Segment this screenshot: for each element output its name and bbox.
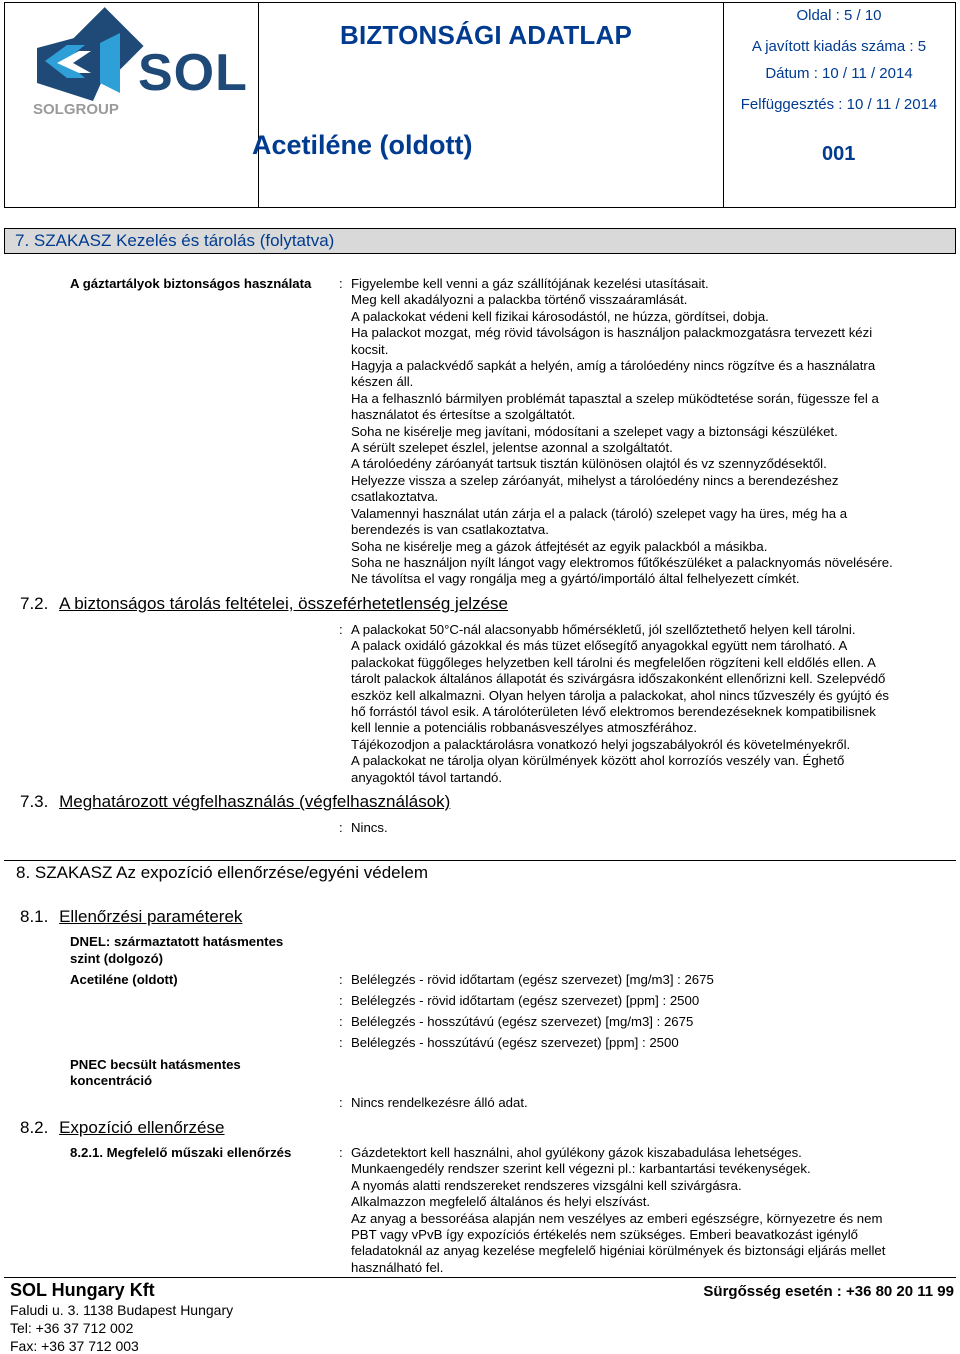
revision-number: A javított kiadás száma : 5 <box>751 38 927 55</box>
text-line: Meg kell akadályozni a palackba történő visszaáramlását. <box>351 292 688 308</box>
product-code: 001 <box>822 143 856 165</box>
section-7-2-heading <box>20 594 508 614</box>
product-name: Acetiléne (oldott) <box>252 130 473 160</box>
text-line: tárolt palackok általános állapotát és szivárgásra időszakonként ellenőrizni kell. Szelepvédő <box>351 671 886 687</box>
pnec-label: PNEC becsült hatásmentes <box>70 1057 241 1072</box>
substance-name: Acetiléne (oldott) <box>70 972 178 987</box>
section-title: Meghatározott végfelhasználás (végfelhasználások) <box>59 792 451 811</box>
section-number: 8.2. <box>20 1118 49 1137</box>
section-title: Ellenőrzési paraméterek <box>59 907 243 926</box>
dnel-value: Belélegzés - hosszútávú (egész szervezet) [mg/m3] : 2675 <box>351 1014 694 1029</box>
colon: : <box>339 1014 343 1029</box>
text-line: Tájékozodjon a palacktárolásra vonatkozó helyi jogszabályokról és követelményekről. <box>351 736 851 752</box>
revision-date: Dátum : 10 / 11 / 2014 <box>765 65 913 82</box>
footer-address: Faludi u. 3. 1138 Budapest Hungary <box>10 1302 234 1318</box>
text-line: Ha palackot mozgat, még rövid távolságon is használjon palackmozgatásra tervezett kézi <box>351 325 873 341</box>
footer-tel: Tel: +36 37 712 002 <box>10 1320 134 1336</box>
engineering-controls-label: 8.2.1. Megfelelő műszaki ellenőrzés <box>70 1145 292 1160</box>
text-line: csatlakoztatva. <box>351 489 439 505</box>
emergency-phone: Sürgősség esetén : +36 80 20 11 99 <box>703 1283 954 1300</box>
colon: : <box>339 820 343 835</box>
section-number: 8.1. <box>20 907 49 926</box>
text-line: Alkalmazzon megfelelő általános és helyi elszívást. <box>351 1194 651 1210</box>
text-line: hő forrástól távol esik. A tárolóterületen lévő elektromos berendezéseknek kompatibilisnek <box>351 704 876 720</box>
colon: : <box>339 1095 343 1110</box>
company-logo <box>5 3 258 206</box>
colon: : <box>339 276 343 291</box>
text-line: A palackokat védeni kell fizikai károsodástól, ne húzza, gördítsei, dobja. <box>351 308 769 324</box>
text-line: eszköz kell alkalmazni. Olyan helyen tárolja a palackokat, ahol nincs tűzveszély és gyújtó és <box>351 687 890 703</box>
document-title: BIZTONSÁGI ADATLAP <box>340 20 632 50</box>
text-line: Gázdetektort kell használni, ahol gyúlékony gázok kiszabadulása lehetséges. <box>351 1145 802 1160</box>
pnec-value: Nincs rendelkezésre álló adat. <box>351 1095 528 1110</box>
text-line: kell lennie a potenciális robbanásveszélyes atmoszférához. <box>351 720 697 736</box>
text-line: Soha ne kisérelje meg a gázok átfejtését az egyik palackból a másikba. <box>351 538 768 554</box>
text-line: használható fel. <box>351 1259 444 1275</box>
text-line: A nyomás alatti rendszereket rendszeres vizsgálni kell szivárgásra. <box>351 1177 742 1193</box>
text-line: Figyelembe kell venni a gáz szállítójának kezelési utasításait. <box>351 276 709 291</box>
section-8-1-heading <box>20 907 242 927</box>
text-line: Ne távolítsa el vagy rongálja meg a gyártó/importáló által felhelyezett címkét. <box>351 571 800 587</box>
text-line: Valamennyi használat után zárja el a palack (tároló) szelepet vagy ha üres, még ha a <box>351 505 848 521</box>
text-line: Helyezze vissza a szelep záróanyát, mihelyst a tárolóedény nincs a berendezéshez <box>351 472 839 488</box>
storage-text <box>351 622 946 786</box>
gas-handling-label: A gáztartályok biztonságos használata <box>70 276 312 291</box>
colon: : <box>339 972 343 987</box>
text-line: A tárolóedény záróanyát tartsuk tisztán különösen olajtól és vz szennyződésektől. <box>351 456 827 472</box>
header-divider <box>723 3 724 207</box>
colon: : <box>339 1035 343 1050</box>
colon: : <box>339 1145 343 1160</box>
text-line: A palack oxidáló gázokkal és más tüzet elősegítő anyagokkal együtt nem tárolható. A <box>351 638 848 654</box>
supersedes-date: Felfüggesztés : 10 / 11 / 2014 <box>740 96 938 113</box>
text-line: Ha a felhasznló bármilyen problémát tapasztal a szelep müködtetése során, fügessze fel a <box>351 390 879 406</box>
end-use-text: Nincs. <box>351 820 388 835</box>
text-line: Munkaengedély rendszer szerint kell végezni pl.: karbantartási tevékenységek. <box>351 1161 811 1177</box>
section-7-3-heading <box>20 792 450 812</box>
text-line: berendezés is van csatlakoztatva. <box>351 522 549 538</box>
footer-fax: Fax: +36 37 712 003 <box>10 1338 139 1354</box>
text-line: A sérült szelepet észlel, jelentse azonnal a szolgáltatót. <box>351 440 673 456</box>
text-line: Hagyja a palackvédő sapkát a helyén, amíg a tárolóedény nincs rögzítve és a használatra <box>351 358 876 374</box>
logo-group: SOLGROUP <box>33 101 119 118</box>
text-line: Soha ne kisérelje meg javítani, módosítani a szelepet vagy a biztonsági készüléket. <box>351 423 838 439</box>
section-title: A biztonságos tárolás feltételei, összeférhetetlenség jelzése <box>59 594 508 613</box>
dnel-value: Belélegzés - hosszútávú (egész szervezet) [ppm] : 2500 <box>351 1035 679 1050</box>
footer-company: SOL Hungary Kft <box>10 1280 155 1300</box>
text-line: Soha ne használjon nyílt lángot vagy elektromos fűtőkészüléket a palacknyomás növelésére. <box>351 554 893 570</box>
footer-divider <box>4 1277 956 1278</box>
dnel-label: DNEL: származtatott hatásmentes <box>70 934 284 949</box>
section-7-bar: 7. SZAKASZ Kezelés és tárolás (folytatva) <box>4 228 956 254</box>
dnel-label: szint (dolgozó) <box>70 951 164 966</box>
text-line: Az anyag a bessoréása alapján nem veszélyes az emberi egészségre, környezetre és nem <box>351 1210 883 1226</box>
text-line: feladatoknál az anyag kezelése megfelelő higéniai körülmények és biztonsági eljárás mellet <box>351 1243 886 1259</box>
text-line: készen áll. <box>351 374 414 390</box>
gas-handling-text <box>351 276 946 588</box>
text-line: anyagoktól távol tartandó. <box>351 769 503 785</box>
colon: : <box>339 993 343 1008</box>
text-line: kocsit. <box>351 341 389 357</box>
engineering-controls-text <box>351 1145 946 1276</box>
text-line: használatot és értesítse a szolgáltatót. <box>351 407 576 423</box>
text-line: palackokat függőleges helyzetben kell tárolni és megfelelően rögzíteni kell eldőlés ellen. A <box>351 654 876 670</box>
section-title: Expozíció ellenőrzése <box>59 1118 225 1137</box>
pnec-label: koncentráció <box>70 1073 153 1088</box>
section-number: 7.2. <box>20 594 49 613</box>
text-line: A palackokat 50°C-nál alacsonyabb hőmérsékletű, jól szellőztethető helyen kell tárolni. <box>351 622 856 637</box>
dnel-value: Belélegzés - rövid időtartam (egész szervezet) [mg/m3] : 2675 <box>351 972 714 987</box>
colon: : <box>339 622 343 637</box>
header-divider <box>258 3 259 207</box>
logo-brand: SOL <box>138 44 248 102</box>
dnel-value: Belélegzés - rövid időtartam (egész szervezet) [ppm] : 2500 <box>351 993 700 1008</box>
text-line: A palackokat ne tárolja olyan körülmények között ahol korrozíós veszély van. Éghető <box>351 753 845 769</box>
section-8-bar: 8. SZAKASZ Az expozíció ellenőrzése/egyéni védelem <box>4 860 956 885</box>
section-8-2-heading <box>20 1118 224 1138</box>
section-number: 7.3. <box>20 792 49 811</box>
text-line: PBT vagy vPvB így expozíciós értékelés nem szükséges. Emberi beavatkozást igénylő <box>351 1227 858 1243</box>
page-number: Oldal : 5 / 10 <box>796 7 882 24</box>
